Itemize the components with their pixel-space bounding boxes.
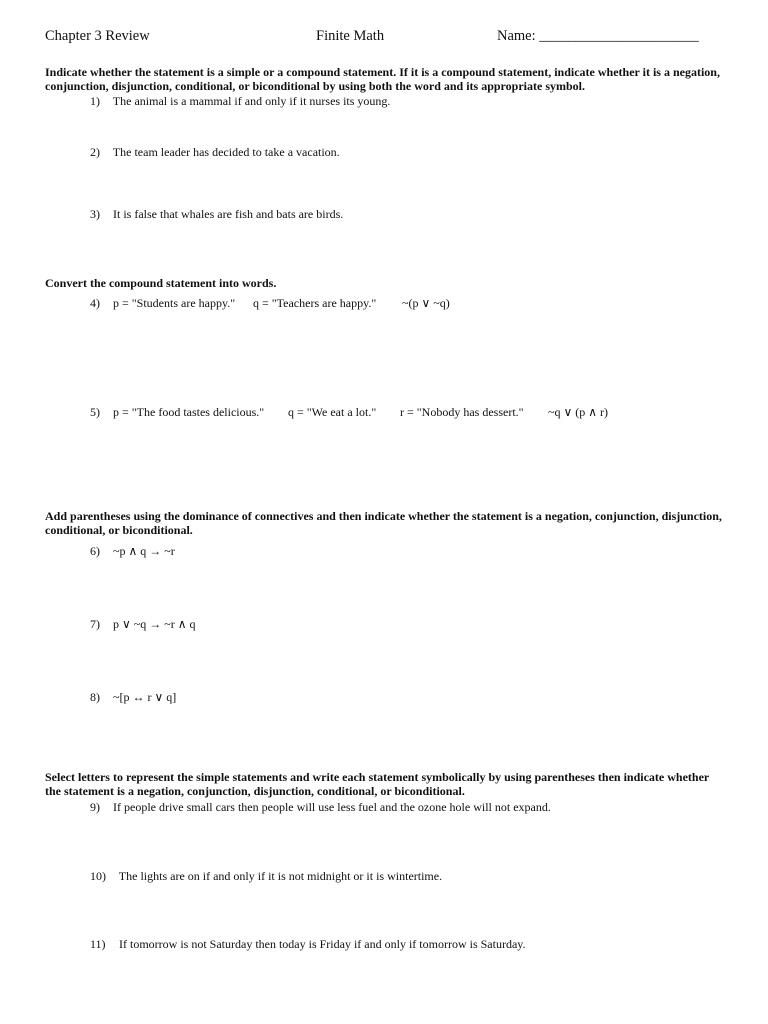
section-1-instruction: Indicate whether the statement is a simple or a compound statement. If it is a compound statement, indicate whether it is a negation, conjunction, disjunction, conditional, or biconditional by using both the word and its appropriate symbol. — [45, 65, 720, 93]
question-text: The lights are on if and only if it is not midnight or it is wintertime. — [118, 869, 443, 883]
question-7 — [90, 617, 196, 632]
symbolic-expression: ~q ∨ (p ∧ r) — [548, 405, 609, 419]
question-number: 4) — [90, 296, 100, 310]
question-1 — [90, 94, 390, 109]
question-8 — [90, 690, 176, 705]
symbolic-expression: ~[p ↔ r ∨ q] — [113, 690, 177, 704]
question-number: 10) — [90, 869, 106, 883]
question-text: It is false that whales are fish and bats are birds. — [113, 207, 344, 221]
symbolic-expression: ~(p ∨ ~q) — [402, 296, 450, 310]
section-3-instruction: Add parentheses using the dominance of connectives and then indicate whether the statement is a negation, conjunction, disjunction, conditional, or biconditional. — [45, 509, 722, 537]
question-number: 9) — [90, 800, 100, 814]
section-4-instruction: Select letters to represent the simple statements and write each statement symbolically by using parentheses then indicate whether the statement is a negation, conjunction, disjunction, conditional, or biconditional. — [45, 770, 710, 798]
question-number: 7) — [90, 617, 100, 631]
question-text: The team leader has decided to take a vacation. — [112, 145, 340, 159]
question-10 — [90, 869, 442, 884]
section-2-instruction: Convert the compound statement into words. — [45, 276, 277, 290]
symbolic-expression: p ∨ ~q → ~r ∧ q — [113, 617, 196, 631]
question-number: 11) — [90, 937, 106, 951]
question-2 — [90, 145, 340, 160]
question-9 — [90, 800, 551, 815]
question-3 — [90, 207, 343, 222]
question-number: 6) — [90, 544, 100, 558]
course-title: Finite Math — [316, 28, 385, 44]
question-text: If people drive small cars then people will use less fuel and the ozone hole will not expand. — [113, 800, 551, 814]
statement-r: r = "Nobody has dessert." — [400, 405, 524, 419]
statement-p: p = "Students are happy." — [113, 296, 236, 310]
question-number: 2) — [90, 145, 100, 159]
question-6 — [90, 544, 175, 559]
question-number: 5) — [90, 405, 100, 419]
question-number: 3) — [90, 207, 100, 221]
question-5 — [90, 405, 608, 420]
statement-p: p = "The food tastes delicious." — [113, 405, 265, 419]
symbolic-expression: ~p ∧ q → ~r — [113, 544, 175, 558]
question-4 — [90, 296, 450, 311]
question-text: The animal is a mammal if and only if it nurses its young. — [112, 94, 391, 108]
chapter-title: Chapter 3 Review — [45, 28, 150, 44]
statement-q: q = "Teachers are happy." — [253, 296, 377, 310]
question-11 — [90, 937, 526, 952]
question-number: 8) — [90, 690, 100, 704]
statement-q: q = "We eat a lot." — [288, 405, 377, 419]
question-number: 1) — [90, 94, 100, 108]
question-text: If tomorrow is not Saturday then today is Friday if and only if tomorrow is Saturday. — [119, 937, 526, 951]
name-field-label: Name: ______________________ — [497, 28, 699, 44]
